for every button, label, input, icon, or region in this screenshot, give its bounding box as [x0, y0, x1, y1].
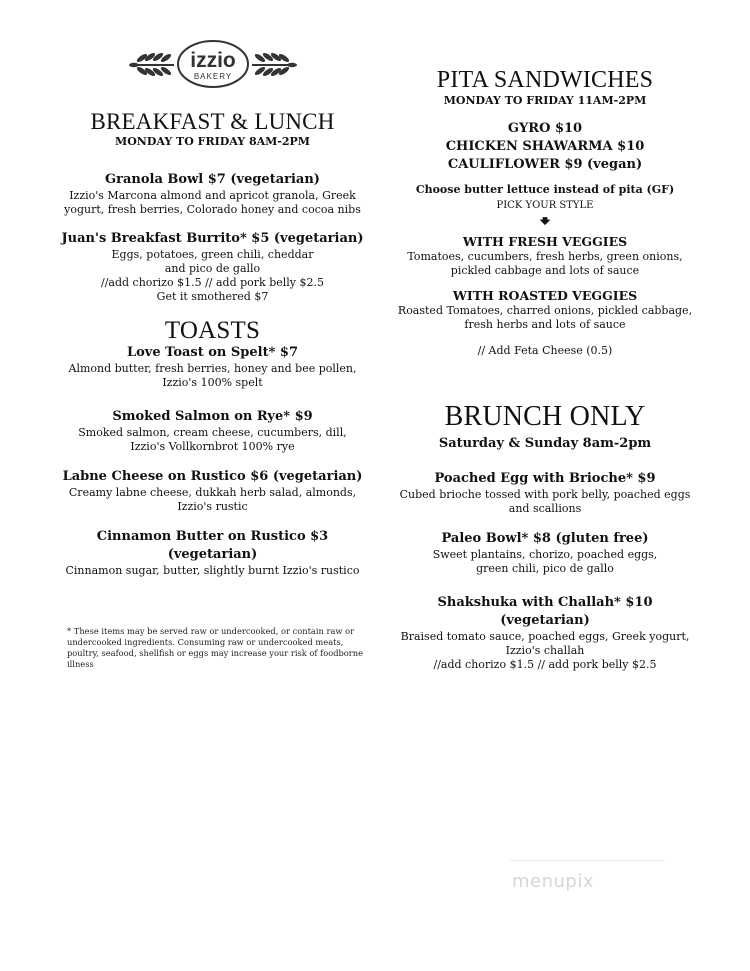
item-name: Love Toast on Spelt* $7: [126, 345, 299, 360]
menupix-watermark: menupix: [512, 871, 595, 892]
item-description: Almond butter, fresh berries, honey and bee pollen, Izzio's 100% spelt: [68, 362, 357, 389]
pita-item: GYRO $10: [507, 121, 583, 136]
breakfast-hours: MONDAY TO FRIDAY 8AM-2PM: [115, 135, 310, 148]
item-description: Cubed brioche tossed with pork belly, poached eggs and scallions: [399, 488, 691, 515]
pick-style-label: PICK YOUR STYLE: [496, 200, 594, 211]
left-column: [50, 38, 375, 578]
menu-item-smoked-salmon: [50, 408, 375, 454]
item-description: Smoked salmon, cream cheese, cucumbers, dill, Izzio's Vollkornbrot 100% rye: [78, 426, 347, 453]
toasts-title: TOASTS: [164, 317, 261, 344]
style-roasted-veggies: [395, 288, 695, 332]
item-name: Labne Cheese on Rustico $6 (vegetarian): [62, 469, 363, 484]
style-fresh-veggies: [395, 234, 695, 278]
menu-item-paleo-bowl: [395, 530, 695, 576]
svg-text:BAKERY: BAKERY: [193, 72, 232, 81]
item-name: Paleo Bowl* $8 (gluten free): [441, 531, 649, 546]
pita-hours: MONDAY TO FRIDAY 11AM-2PM: [443, 94, 647, 107]
brunch-only-title: BRUNCH ONLY: [444, 401, 646, 432]
item-name: Smoked Salmon on Rye* $9: [112, 409, 313, 424]
item-description: Izzio's Marcona almond and apricot granola, Greek yogurt, fresh berries, Colorado honey and cocoa nibs: [64, 189, 361, 216]
menu-item-love-toast: [50, 344, 375, 390]
item-name: Poached Egg with Brioche* $9: [434, 471, 656, 486]
item-description: Eggs, potatoes, green chili, cheddar and pico de gallo //add chorizo $1.5 // add pork belly $2.5 Get it smothered $7: [100, 248, 325, 303]
raw-food-disclaimer: * These items may be served raw or undercooked, or contain raw or undercooked ingredients. Consuming raw or undercooked meats, poultry, seafood, shellfish or eggs may increase your risk of foodborne illness: [67, 626, 364, 669]
pita-item: CHICKEN SHAWARMA $10: [445, 139, 645, 154]
breakfast-lunch-title: BREAKFAST & LUNCH: [90, 109, 335, 134]
feta-addon: // Add Feta Cheese (0.5): [477, 344, 613, 357]
item-description: Creamy labne cheese, dukkah herb salad, almonds, Izzio's rustic: [68, 486, 357, 513]
item-name: Cinnamon Butter on Rustico $3 (vegetarian): [96, 529, 329, 562]
menu-item-labne-cheese: [50, 468, 375, 514]
style-description: Tomatoes, cucumbers, fresh herbs, green onions, pickled cabbage and lots of sauce: [407, 250, 683, 277]
lettuce-option-note: Choose butter lettuce instead of pita (GF): [415, 183, 675, 196]
menu-item-breakfast-burrito: [50, 230, 375, 304]
svg-text:izzio: izzio: [189, 49, 236, 72]
menu-item-cinnamon-butter: [50, 528, 375, 578]
item-name: Juan's Breakfast Burrito* $5 (vegetarian): [61, 231, 364, 246]
item-description: Sweet plantains, chorizo, poached eggs, green chili, pico de gallo: [432, 548, 658, 575]
item-description: Braised tomato sauce, poached eggs, Greek yogurt, Izzio's challah //add chorizo $1.5 // add pork belly $2.5: [400, 630, 690, 671]
right-column: [395, 66, 695, 672]
style-name: WITH ROASTED VEGGIES: [452, 288, 638, 303]
pita-sandwiches-title: PITA SANDWICHES: [436, 67, 654, 93]
menu-item-granola-bowl: [50, 171, 375, 217]
menu-item-poached-egg: [395, 470, 695, 516]
brunch-hours: Saturday & Sunday 8am-2pm: [438, 436, 652, 451]
menu-item-shakshuka: [395, 594, 695, 672]
pita-item: CAULIFLOWER $9 (vegan): [447, 157, 643, 172]
arrow-down-icon: 🠻: [539, 211, 551, 232]
style-description: Roasted Tomatoes, charred onions, pickled cabbage, fresh herbs and lots of sauce: [397, 304, 693, 331]
style-name: WITH FRESH VEGGIES: [462, 234, 628, 249]
item-name: Granola Bowl $7 (vegetarian): [105, 172, 320, 187]
item-name: Shakshuka with Challah* $10 (vegetarian): [437, 595, 653, 628]
izzio-bakery-logo: [128, 38, 298, 90]
item-description: Cinnamon sugar, butter, slightly burnt Izzio's rustico: [65, 564, 360, 577]
pita-item-list: [395, 120, 695, 174]
watermark-rule: [510, 860, 665, 861]
